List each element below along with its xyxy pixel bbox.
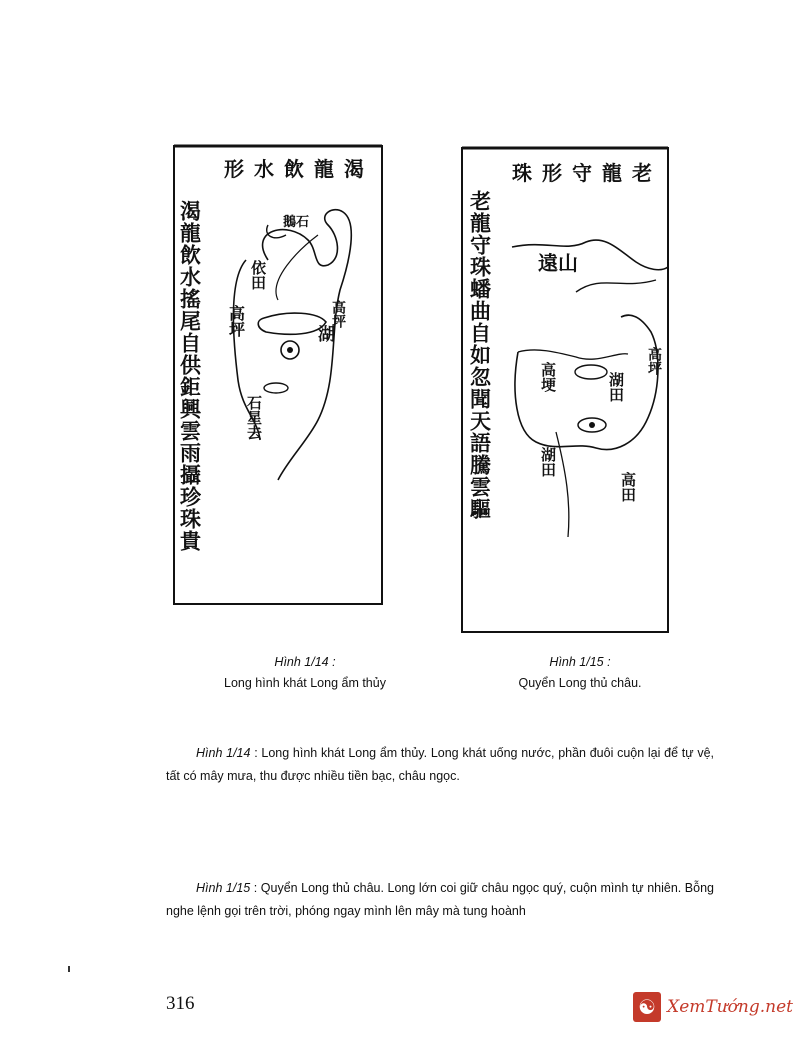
fig14-title-4: 水 (254, 157, 274, 181)
fig14-label-5: 高坪 (330, 300, 346, 328)
paragraph-1-14-text: : Long hình khát Long ẩm thủy. Long khát uống nước, phần đuôi cuộn lại để tự vệ, tất có mây mưa, thu được nhiều tiền bạc, châu ngọc. (166, 746, 714, 783)
fig14-column-text: 渴龍飲水搖尾自供鉅興雲雨攝珍珠貴 (177, 200, 203, 552)
fig15-label-1: 遠山 (538, 251, 578, 275)
fig14-label-2: 依田 (249, 260, 267, 290)
watermark-text: XemTướng.net (667, 997, 793, 1017)
watermark-logo (633, 990, 793, 1024)
caption-1-15-ref: Hình 1/15 : (549, 655, 611, 669)
yin-yang-icon: ☯ (633, 992, 661, 1022)
fig15-label-4: 湖田 (607, 372, 625, 402)
fig15-title-3: 守 (572, 161, 592, 185)
caption-1-14 (190, 652, 420, 694)
caption-1-15-text: Quyển Long thủ châu. (518, 676, 642, 690)
page-number: 316 (166, 993, 195, 1014)
fig14-title-1: 渴 (344, 157, 364, 181)
caption-1-15 (470, 652, 690, 694)
fig15-label-2: 高坪 (646, 347, 662, 375)
paragraph-1-15-text: : Quyển Long thủ châu. Long lớn coi giữ châu ngọc quý, cuộn mình tự nhiên. Bỗng nghe lệnh gọi trên trời, phóng ngay mình lên mây mà tung hoành (166, 881, 714, 918)
fig14-label-6: 石星去 (245, 395, 263, 440)
caption-1-14-ref: Hình 1/14 : (274, 655, 336, 669)
margin-mark (68, 966, 70, 972)
fig15-column-text: 老龍守珠蟠曲自如忽聞天語騰雲驅 (467, 190, 493, 520)
fig14-label-1: 鵝石 (283, 215, 310, 230)
figure-1-15 (456, 142, 674, 638)
fig15-title-5: 珠 (512, 161, 532, 185)
fig14-label-4: 湖 (318, 325, 335, 345)
paragraph-1-14-ref: Hình 1/14 (196, 746, 251, 760)
fig15-label-5: 湖田 (539, 447, 557, 477)
figure-1-14-drawing (168, 140, 390, 610)
caption-1-14-text: Long hình khát Long ẩm thủy (224, 676, 386, 690)
fig14-title-2: 龍 (314, 157, 334, 181)
fig15-label-6: 高田 (619, 472, 637, 502)
fig15-title-2: 龍 (602, 161, 622, 185)
fig15-title-4: 形 (542, 161, 562, 185)
paragraph-1-15-ref: Hình 1/15 (196, 881, 251, 895)
figure-1-14 (168, 140, 390, 610)
fig14-title-3: 飲 (284, 157, 304, 181)
fig15-label-3: 高埂 (539, 362, 557, 392)
fig14-label-3: 高坪 (226, 305, 246, 337)
fig14-title-5: 形 (224, 157, 244, 181)
fig15-title-1: 老 (632, 161, 652, 185)
paragraph-1-15 (166, 877, 714, 923)
figure-1-15-drawing (456, 142, 674, 638)
paragraph-1-14 (166, 742, 714, 788)
